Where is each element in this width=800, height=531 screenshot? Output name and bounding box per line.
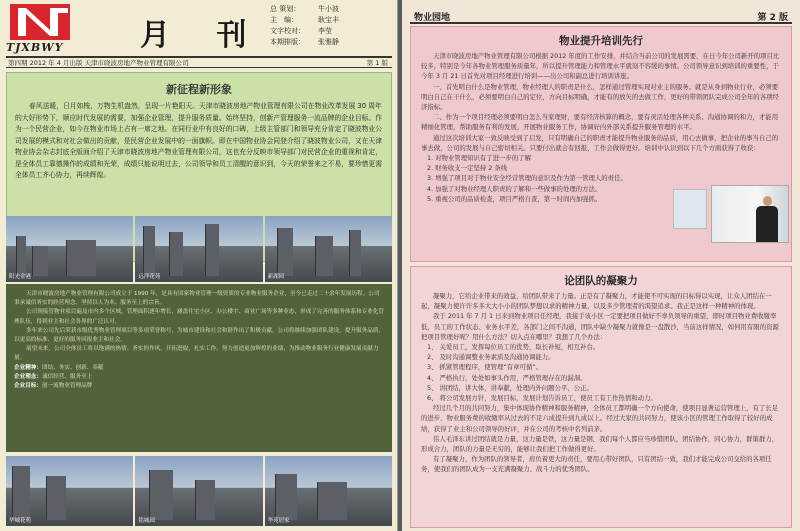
- logo-text: TJXBWY: [6, 41, 64, 54]
- training-article: [410, 26, 792, 262]
- list-item: 2. 财务收支一定坚持 2 条线: [427, 164, 508, 173]
- photo-strip-top: [6, 216, 392, 282]
- right-header: [410, 6, 792, 24]
- building-photo: [135, 456, 262, 526]
- article-title: 论团队的凝聚力: [564, 275, 638, 287]
- list-item: 2、 及时沟通调整业务素质及沟通协调能力。: [427, 353, 555, 362]
- article-title: 物业提升培训先行: [559, 35, 643, 47]
- profile-paragraph: 公司现接管物业项目遍及市内多个区域，管理面积逐年增长，涵盖住宅小区、办公楼宇、商业广场等多种业态，形成了完善的服务体系和专业化管理队伍，得到业主和社会各界的广泛认可。: [14, 309, 385, 325]
- list-item: 5. 重视公司的品质检查，项目严格自查，第一时间内加强抓。: [427, 194, 602, 203]
- credit-role: 本期排版：: [270, 38, 305, 46]
- article-paragraph: 伟人毛泽东讲过团结就是力量，这力量是铁，这力量是钢，我们每个人都应当珍惜团队，团结协作，同心协力，群策群力，形成合力，团队的力量是无穷的，能够让我们把工作做得更好。: [421, 434, 779, 454]
- spirit-label: 企业精神：: [14, 364, 42, 371]
- spirit-line: [14, 373, 384, 382]
- spirit-text: 诚信经营、服务至上: [41, 373, 93, 380]
- photo-strip-bottom: [6, 456, 392, 526]
- projector-screen: [673, 189, 707, 229]
- article-paragraph: 二、作为一个项目经理必须要明白怎么当家理财，要有经济核算的概念，要有灵活处理各种关系、沟通协调的和力，才能用精细化管理，帮助服务有利的发展，开展物业服务工作，协调好内外部关系提升服务管理的水平。: [421, 113, 779, 132]
- article-paragraph: 天津市晓波房地产物业管理有限公司根据 2012 年度的工作安排，并结合当前公司的发展需要，在日今年公司新开的项目比较多，特别是今年各物业管理服务质量年，所以提升管理能力和管理水平就刻不容缓的事情。公司领导意识到培训的重要性，于今年 3 月 21 日首先对项目经理进行培训——出公司和副总进行培训讲座。: [421, 52, 780, 81]
- credit-role: 文字校对：: [270, 27, 305, 35]
- credit-row: [270, 37, 339, 48]
- photo-caption: 新湖园: [267, 274, 285, 280]
- issue-line: 第四期 2012 年 4 月出版 天津市晓波房地产物业管理有限公司: [8, 59, 189, 67]
- building-photo: [265, 216, 392, 282]
- spirit-label: 企业目标：: [14, 383, 42, 390]
- list-item: 4. 加强了对物业经理人职责的了解和一些做事的处理的方法。: [427, 184, 602, 193]
- photo-caption: 华城花苑: [9, 518, 32, 524]
- logo-mark-icon: [10, 4, 70, 40]
- credit-role: 总 策划：: [270, 5, 301, 13]
- article-paragraph: 我于 2011 年 7 月 1 日来到物业项目任经理，我接手该小区一定要把项目做好不辜负领导的重望，即时项目物业费收缴率低，员工的工作状态、业务水平差，各部门之间不沟通，团队中缺少凝聚力就像是一盘散沙，当前这样情况，如何用有限的资源把项目管理好呢？用什么方法？切入点在哪里？我想了几个办法：: [421, 312, 779, 341]
- profile-paragraph: 天津市晓波房地产物业管理有限公司成立于 1990 年，是具有国家物业管理一级资质的专业物业服务企业，至今已走过二十余年发展历程。公司秉承诚信务实的经营理念，坚持以人为本、服务至上的宗旨。: [14, 291, 380, 307]
- profile-paragraph: 展望未来，公司全体员工将以饱满的热情、务实的作风，开拓进取，扎实工作，努力创造更加辉煌的业绩，为推动物业服务行业健康发展贡献力量。: [14, 346, 379, 362]
- spirit-line: [14, 382, 384, 391]
- company-profile: [6, 284, 392, 452]
- credit-row: [270, 26, 339, 37]
- spirit-label: 企业理念：: [14, 373, 42, 380]
- credit-row: [270, 4, 339, 15]
- credit-row: [270, 15, 339, 26]
- credit-name: 张雅静: [318, 38, 339, 46]
- lead-body: 春风送暖，日月如梭，万物生机盎然，呈现一片艳阳天。天津市晓波房地产物业管理有限公司在物业改革发展 30 周年的大好形势下，顺应时代发展的需要，加强企业管理，提升服务质量。始终坚持，创新产管理服务一流品牌的企业目标。作为一个民营企业，如今在物业市场上占有一席之地。在同行业中有良好的口碑，上级主管部门和领导充分肯定了晓波物业公司发展的模式和对社会做出的贡献，是民营企业发展中的一面旗帜。即在中国物业协会同登介绍了晓波物业公司，又在天津物业协会杂志封底全版面介绍了天津市晓波房地产物业管理有限公司，这也充分反映市领导部门对民营企业的重视和肯定，是全体员工靠德操作的成绩和光荣，成绩只能说明过去，公司领导和员工清醒的意识到，今天的荣誉来之不易，要珍惜更需全体员工齐心协力，再续辉煌。: [15, 102, 383, 179]
- section-title: 物业园地: [414, 13, 451, 23]
- article-body: [411, 288, 791, 478]
- cohesion-article: [410, 266, 792, 528]
- credit-name: 牛小波: [318, 5, 339, 13]
- building-photo: [6, 456, 133, 526]
- speaker-figure: [756, 196, 778, 242]
- article-body: [411, 48, 791, 207]
- list-item: 6、 将公司发展方针，发展目标，发展计划告诉员工，使员工有工作热情和动力。: [427, 394, 657, 403]
- photo-caption: 铭城园: [138, 518, 155, 524]
- page-left: [0, 0, 398, 531]
- list-item: 4、 严格执行，处处如事头作用，严格管理存在的漏洞。: [427, 373, 587, 382]
- lead-headline: 新征程新形象: [166, 83, 232, 96]
- credit-role: 主 编：: [270, 16, 298, 24]
- list-item: 3. 增强了项目对于物业安全经营管理的意识及作为第一管理人的责任。: [427, 174, 627, 183]
- article-paragraph: 通过这次培训大家一致反映受到了启发，只有明确自己的职责才能提升物业服务的品质，用心去做事，把企业的事当自己的事去做，公司的发展与自己密切相关。只要付出就会有回报，工作会做得更好。培训中认识到以下几个方面获得了收获：: [421, 133, 779, 152]
- company-logo: [6, 4, 74, 56]
- issue-bar: [6, 56, 392, 68]
- credit-name: 耿宝丰: [318, 16, 339, 24]
- page-number: 第 2 版: [757, 13, 788, 23]
- photo-caption: 华苑居家: [267, 518, 290, 524]
- article-paragraph: 有了凝聚力，作为团队的领导者，肩负着更大的责任，要用心带好团队，只有团结一致，我们才能完成公司交给的各项任务，使我们的团队成为一支充满凝聚力、战斗力的优秀团队。: [421, 455, 772, 474]
- profile-paragraph: 多年来公司先后荣获市级优秀物业管理项目等多项荣誉称号，为城市建设和社会和谐作出了积极贡献。公司将继续加强团队建设，提升服务品质，以更高的标准、更好的服务回报业主和社会。: [14, 327, 385, 344]
- editorial-credits: [270, 4, 339, 48]
- spirit-text: 创一流物业管理品牌: [41, 383, 93, 390]
- speaker-photo: [711, 185, 789, 243]
- photo-caption: 阳光金港: [9, 274, 32, 280]
- article-paragraph: 经过几个月的共同努力，集中体现协作精神和服务精神，全体员工都明确一个方向使命，使项目显著运营管理上，有了长足的进步，物业服务费的收缴率从过去的不足六成提升到九成以上。经过大家的共同努力，使该小区的管理工作取得了较好的成绩，获得了业主和公司领导的好评，并在公司的考核中名列前茅。: [421, 404, 779, 433]
- building-photo: [265, 456, 392, 526]
- list-item: 5、 讲团结，讲大体，讲奉献，处理内外问题公平、公正。: [427, 383, 593, 392]
- article-paragraph: 一、首先明白什么是物业管理，物业经理人的职责是什么，怎样通过管理实现对业主的服务。就是从身到物业行业，必须要明白自己在干什么，必须要明白自己的定位，方向目标明确，才能有的放矢的去做工作，更好的带领团队完成公司全年的各项经济指标。: [421, 82, 779, 112]
- photo-caption: 远洋花苑: [138, 274, 161, 280]
- building-photo: [135, 216, 262, 282]
- building-photo: [6, 216, 133, 282]
- credit-name: 李莹: [318, 27, 332, 35]
- list-item: 1、 关爱员工，发挥每位员工的优势，取长补短，相互补台。: [427, 343, 600, 352]
- list-item: 3、 抓紧管理程序，使管理“有章可循”。: [427, 363, 542, 372]
- page-number: 第 1 版: [366, 59, 388, 67]
- spirit-line: [14, 364, 384, 373]
- spirit-text: 团结、务实、创新、奉献: [41, 364, 104, 371]
- page-right: [402, 0, 800, 531]
- list-item: 1. 对物业管理知识有了进一步的了解: [427, 154, 531, 163]
- newsletter-title: 月 刊: [140, 18, 265, 53]
- article-paragraph: 凝聚力，它给企业带来的效益，给团队带来了力量。正是有了凝聚力，才能使不可实现的目标得以实现，让众人团结在一起，凝聚力使许许多多大大小小的团队梦想以求的精神力量，以及多少管理者的渴望追求。我正是这样一种精神的体现。: [421, 292, 772, 311]
